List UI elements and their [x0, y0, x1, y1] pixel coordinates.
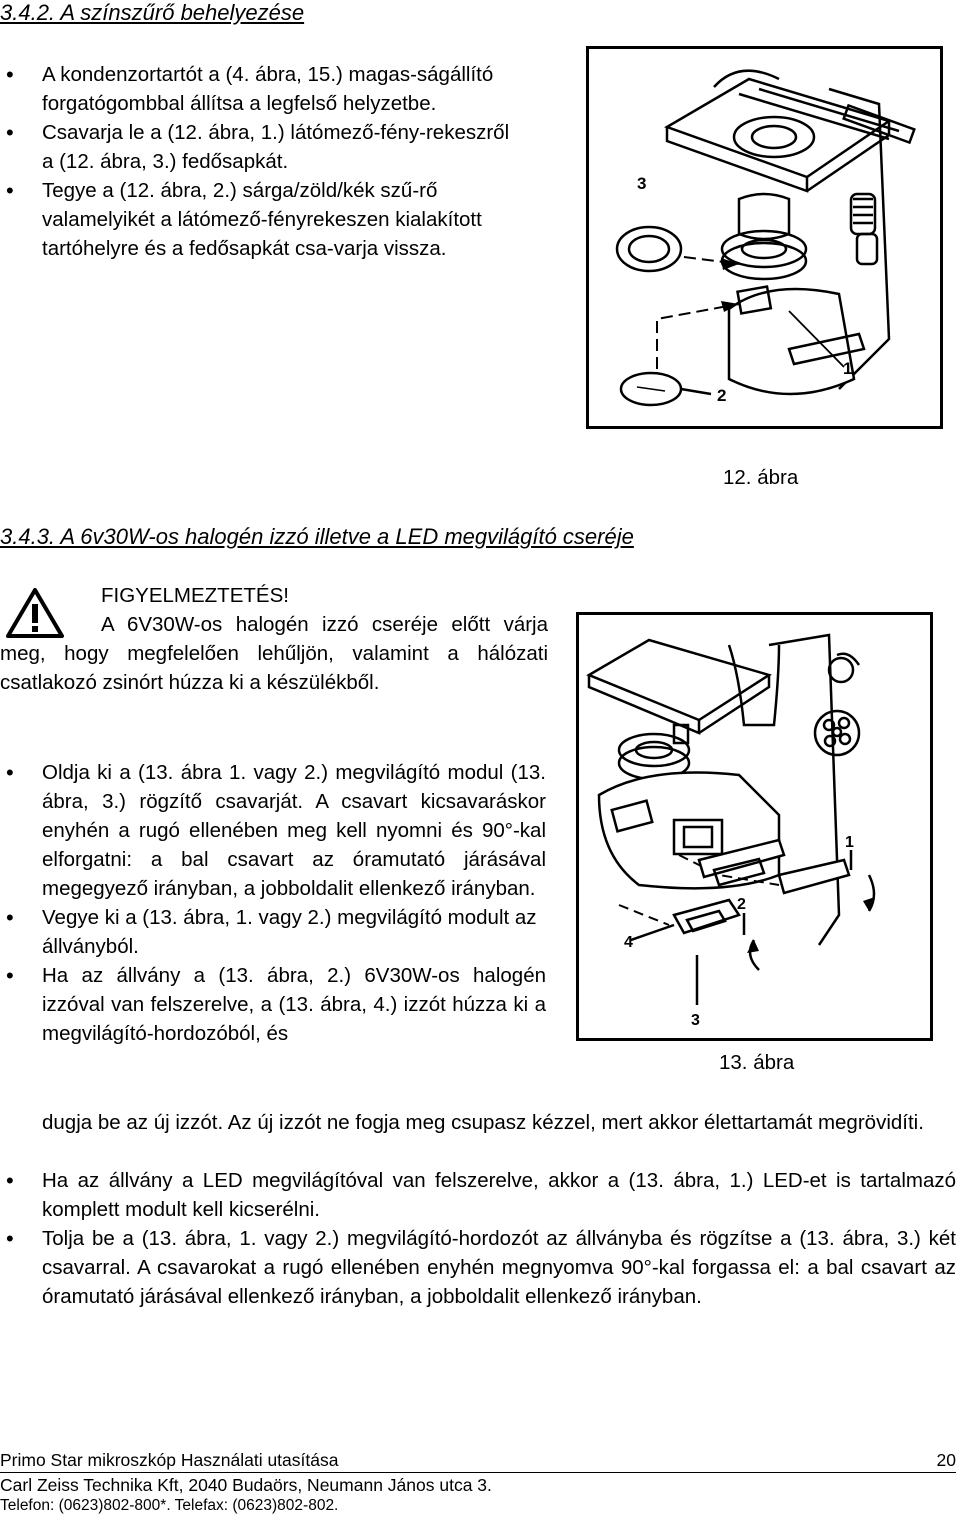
section-343-steps-wide — [42, 1166, 956, 1311]
list-item: • A kondenzortartót a (4. ábra, 15.) magas-ságállító forgatógombbal állítsa a legfelső helyzetbe. — [42, 60, 512, 118]
section-343-steps — [42, 758, 546, 1048]
microscope-illuminator-drawing — [579, 615, 930, 1038]
section-heading-342: 3.4.2. A színszűrő behelyezése — [0, 0, 305, 25]
list-item: • Tegye a (12. ábra, 2.) sárga/zöld/kék szű-rő valamelyikét a látómező-fényrekeszen kialakított tartóhelyre és a fedősapkát csa-varja vissza. — [42, 176, 512, 263]
figure-12-callout-3: 3 — [637, 174, 647, 193]
footer-doc-title: Primo Star mikroszkóp Használati utasítása — [0, 1450, 339, 1470]
figure-13-callout-1: 1 — [845, 834, 854, 851]
footer-company: Carl Zeiss Technika Kft, 2040 Budaörs, Neumann János utca 3. — [0, 1475, 492, 1495]
footer-title-row — [0, 1450, 956, 1473]
footer-page-number: 20 — [936, 1450, 956, 1470]
list-item: • Tolja be a (13. ábra, 1. vagy 2.) megvilágító-hordozót az állványba és rögzítse a (13. ábra, 3.) két csavarral. A csavarokat a rugó ellenében enyhén megnyomva 90°-kal forgassa el: a bal csavart az óramutató járásával ellenkező irányban, a jobboldalit ellenkező irányban. — [42, 1224, 956, 1311]
bullet-bulb-part1: Ha az állvány a (13. ábra, 2.) 6V30W-os halogén izzóval van felszerelve, a (13. ábra, 4.) izzót húzza ki a megvilágító-hordozóból, és — [42, 964, 546, 1045]
list-item: • Csavarja le a (12. ábra, 1.) látómező-fény-rekeszről a (12. ábra, 3.) fedősapkát. — [42, 118, 512, 176]
figure-12-callout-1: 1 — [843, 359, 853, 378]
figure-12-illustration — [586, 46, 943, 429]
figure-13-callout-2: 2 — [737, 896, 746, 913]
list-item: • Vegye ki a (13. ábra, 1. vagy 2.) megvilágító modult az állványból. — [42, 903, 546, 961]
figure-13-illustration — [576, 612, 933, 1041]
bullet-bulb-continuation: dugja be az új izzót. Az új izzót ne fogja meg csupasz kézzel, mert akkor élettartamát megrövidíti. — [42, 1111, 924, 1134]
figure-13-callout-4: 4 — [624, 934, 633, 951]
list-item — [42, 961, 546, 1048]
section-342-body — [42, 60, 512, 263]
warning-text: A 6V30W-os halogén izzó cseréje előtt várja meg, hogy megfelelően lehűljön, valamint a hálózati csatlakozó zsinórt húzza ki a készülékből. — [0, 613, 548, 694]
list-item: • Ha az állvány a LED megvilágítóval van felszerelve, akkor a (13. ábra, 1.) LED-et is tartalmazó komplett modult kell kicserélni. — [42, 1166, 956, 1224]
figure-13-callout-3: 3 — [691, 1012, 700, 1029]
figure-12-callout-2: 2 — [717, 386, 727, 405]
footer-contact: Telefon: (0623)802-800*. Telefax: (0623)802-802. — [0, 1497, 339, 1514]
list-item: • Oldja ki a (13. ábra 1. vagy 2.) megvilágító modul (13. ábra, 3.) rögzítő csavarját. A csavart kicsavaráskor enyhén a rugó ellenében meg kell nyomni és 90°-kal elforgatni: a bal csavart az óramutató járásával megegyező irányban, a jobboldalit ellenkező irányban. — [42, 758, 546, 903]
figure-13-caption: 13. ábra — [719, 1051, 795, 1074]
warning-title: FIGYELMEZTETÉS! — [101, 584, 289, 607]
section-heading-343: 3.4.3. A 6v30W-os halogén izzó illetve a LED megvilágító cseréje — [0, 524, 634, 549]
figure-12-caption: 12. ábra — [723, 466, 799, 489]
microscope-filter-drawing — [589, 49, 940, 426]
